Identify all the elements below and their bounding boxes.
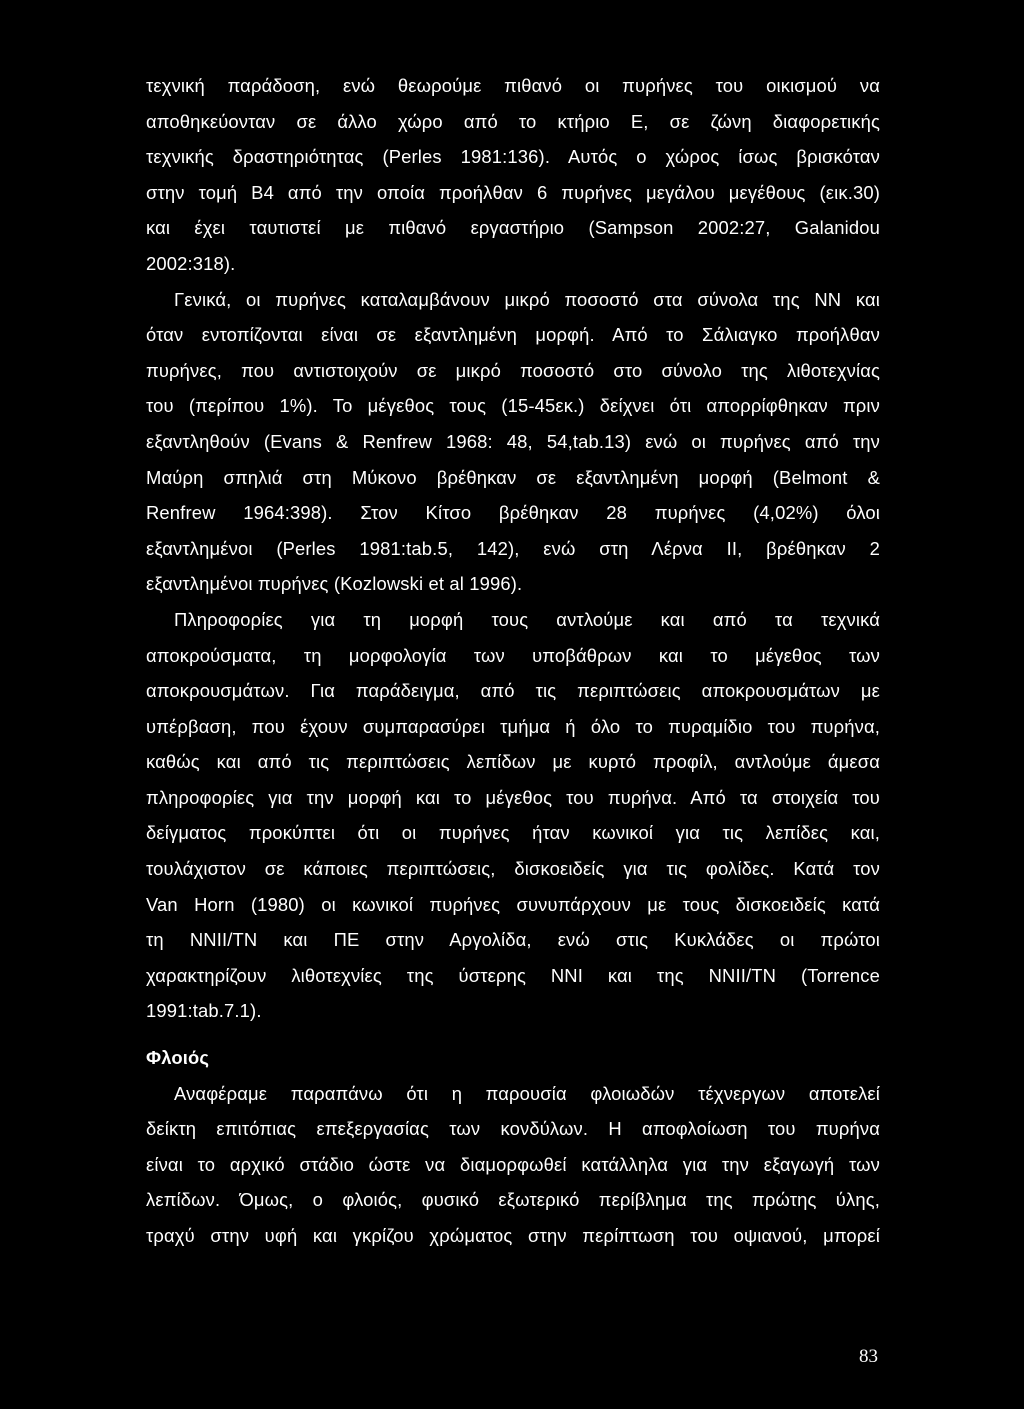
text-line: στην τομή Β4 από την οποία προήλθαν 6 πυρήνες μεγάλου μεγέθους (εικ.30): [146, 181, 880, 203]
text-line: όταν εντοπίζονται είναι σε εξαντλημένη μορφή. Από το Σάλιαγκο προήλθαν: [146, 324, 880, 346]
text-line: τραχύ στην υφή και γκρίζου χρώματος στην περίπτωση του οψιανού, μπορεί: [146, 1225, 880, 1246]
text-line: δείγματος προκύπτει ότι οι πυρήνες ήταν κωνικοί για τις λεπίδες και,: [146, 822, 880, 844]
body-text: [146, 68, 880, 1254]
text-line: Van Horn (1980) οι κωνικοί πυρήνες συνυπάρχουν με τους δισκοειδείς κατά: [146, 893, 880, 915]
text-line: του (περίπου 1%). Το μέγεθος τους (15-45εκ.) δείχνει ότι απορρίφθηκαν πριν: [146, 395, 880, 417]
text-line: και έχει ταυτιστεί με πιθανό εργαστήριο (Sampson 2002:27, Galanidou: [146, 217, 880, 239]
text-line: υπέρβαση, που έχουν συμπαρασύρει τμήμα ή όλο το πυραμίδιο του πυρήνα,: [146, 715, 880, 737]
text-line: εξαντλημένοι (Perles 1981:tab.5, 142), ενώ στη Λέρνα II, βρέθηκαν 2: [146, 537, 880, 559]
text-line: αποθηκεύονταν σε άλλο χώρο από το κτήριο Ε, σε ζώνη διαφορετικής: [146, 110, 880, 132]
text-line: δείκτη επιτόπιας επεξεργασίας των κονδύλων. Η αποφλοίωση του πυρήνα: [146, 1118, 880, 1140]
text-line: εξαντληθούν (Evans & Renfrew 1968: 48, 54,tab.13) ενώ οι πυρήνες από την: [146, 430, 880, 452]
text-line: Γενικά, οι πυρήνες καταλαμβάνουν μικρό ποσοστό στα σύνολα της ΝΝ και: [174, 288, 880, 310]
section-heading: Φλοιός: [146, 1047, 210, 1069]
text-line: Μαύρη σπηλιά στη Μύκονο βρέθηκαν σε εξαντλημένη μορφή (Belmont &: [146, 466, 880, 488]
text-line: εξαντλημένοι πυρήνες (Kozlowski et al 1996).: [146, 573, 523, 595]
text-line: καθώς και από τις περιπτώσεις λεπίδων με κυρτό προφίλ, αντλούμε άμεσα: [146, 751, 880, 773]
text-line: 1991:tab.7.1).: [146, 1000, 262, 1022]
text-line: αποκρουσμάτων. Για παράδειγμα, από τις περιπτώσεις αποκρουσμάτων με: [146, 680, 880, 702]
paragraphs-section-2: [146, 1076, 880, 1254]
text-line: Αναφέραμε παραπάνω ότι η παρουσία φλοιωδών τέχνεργων αποτελεί: [174, 1082, 880, 1104]
paragraphs-section-1: [146, 68, 880, 1029]
text-line: είναι το αρχικό στάδιο ώστε να διαμορφωθεί κατάλληλα για την εξαγωγή των: [146, 1153, 880, 1175]
text-line: χαρακτηρίζουν λιθοτεχνίες της ύστερης ΝΝΙ και της ΝΝΙΙ/ΤΝ (Torrence: [146, 964, 880, 986]
text-line: Πληροφορίες για τη μορφή τους αντλούμε και από τα τεχνικά: [174, 608, 880, 630]
page-number: 83: [859, 1346, 878, 1367]
text-line: 2002:318).: [146, 252, 236, 274]
text-line: τη ΝΝΙΙ/ΤΝ και ΠΕ στην Αργολίδα, ενώ στις Κυκλάδες οι πρώτοι: [146, 929, 880, 951]
text-line: τεχνική παράδοση, ενώ θεωρούμε πιθανό οι πυρήνες του οικισμού να: [146, 75, 880, 96]
text-line: πυρήνες, που αντιστοιχούν σε μικρό ποσοστό στο σύνολο της λιθοτεχνίας: [146, 359, 880, 381]
text-line: Renfrew 1964:398). Στον Κίτσο βρέθηκαν 28 πυρήνες (4,02%) όλοι: [146, 502, 880, 524]
text-line: αποκρούσματα, τη μορφολογία των υποβάθρων και το μέγεθος των: [146, 644, 880, 666]
text-line: τουλάχιστον σε κάποιες περιπτώσεις, δισκοειδείς για τις φολίδες. Κατά τον: [146, 858, 880, 880]
text-line: πληροφορίες για την μορφή και το μέγεθος του πυρήνα. Από τα στοιχεία του: [146, 786, 880, 808]
text-line: τεχνικής δραστηριότητας (Perles 1981:136). Αυτός ο χώρος ίσως βρισκόταν: [146, 146, 880, 168]
text-line: λεπίδων. Όμως, ο φλοιός, φυσικό εξωτερικό περίβλημα της πρώτης ύλης,: [146, 1189, 880, 1211]
